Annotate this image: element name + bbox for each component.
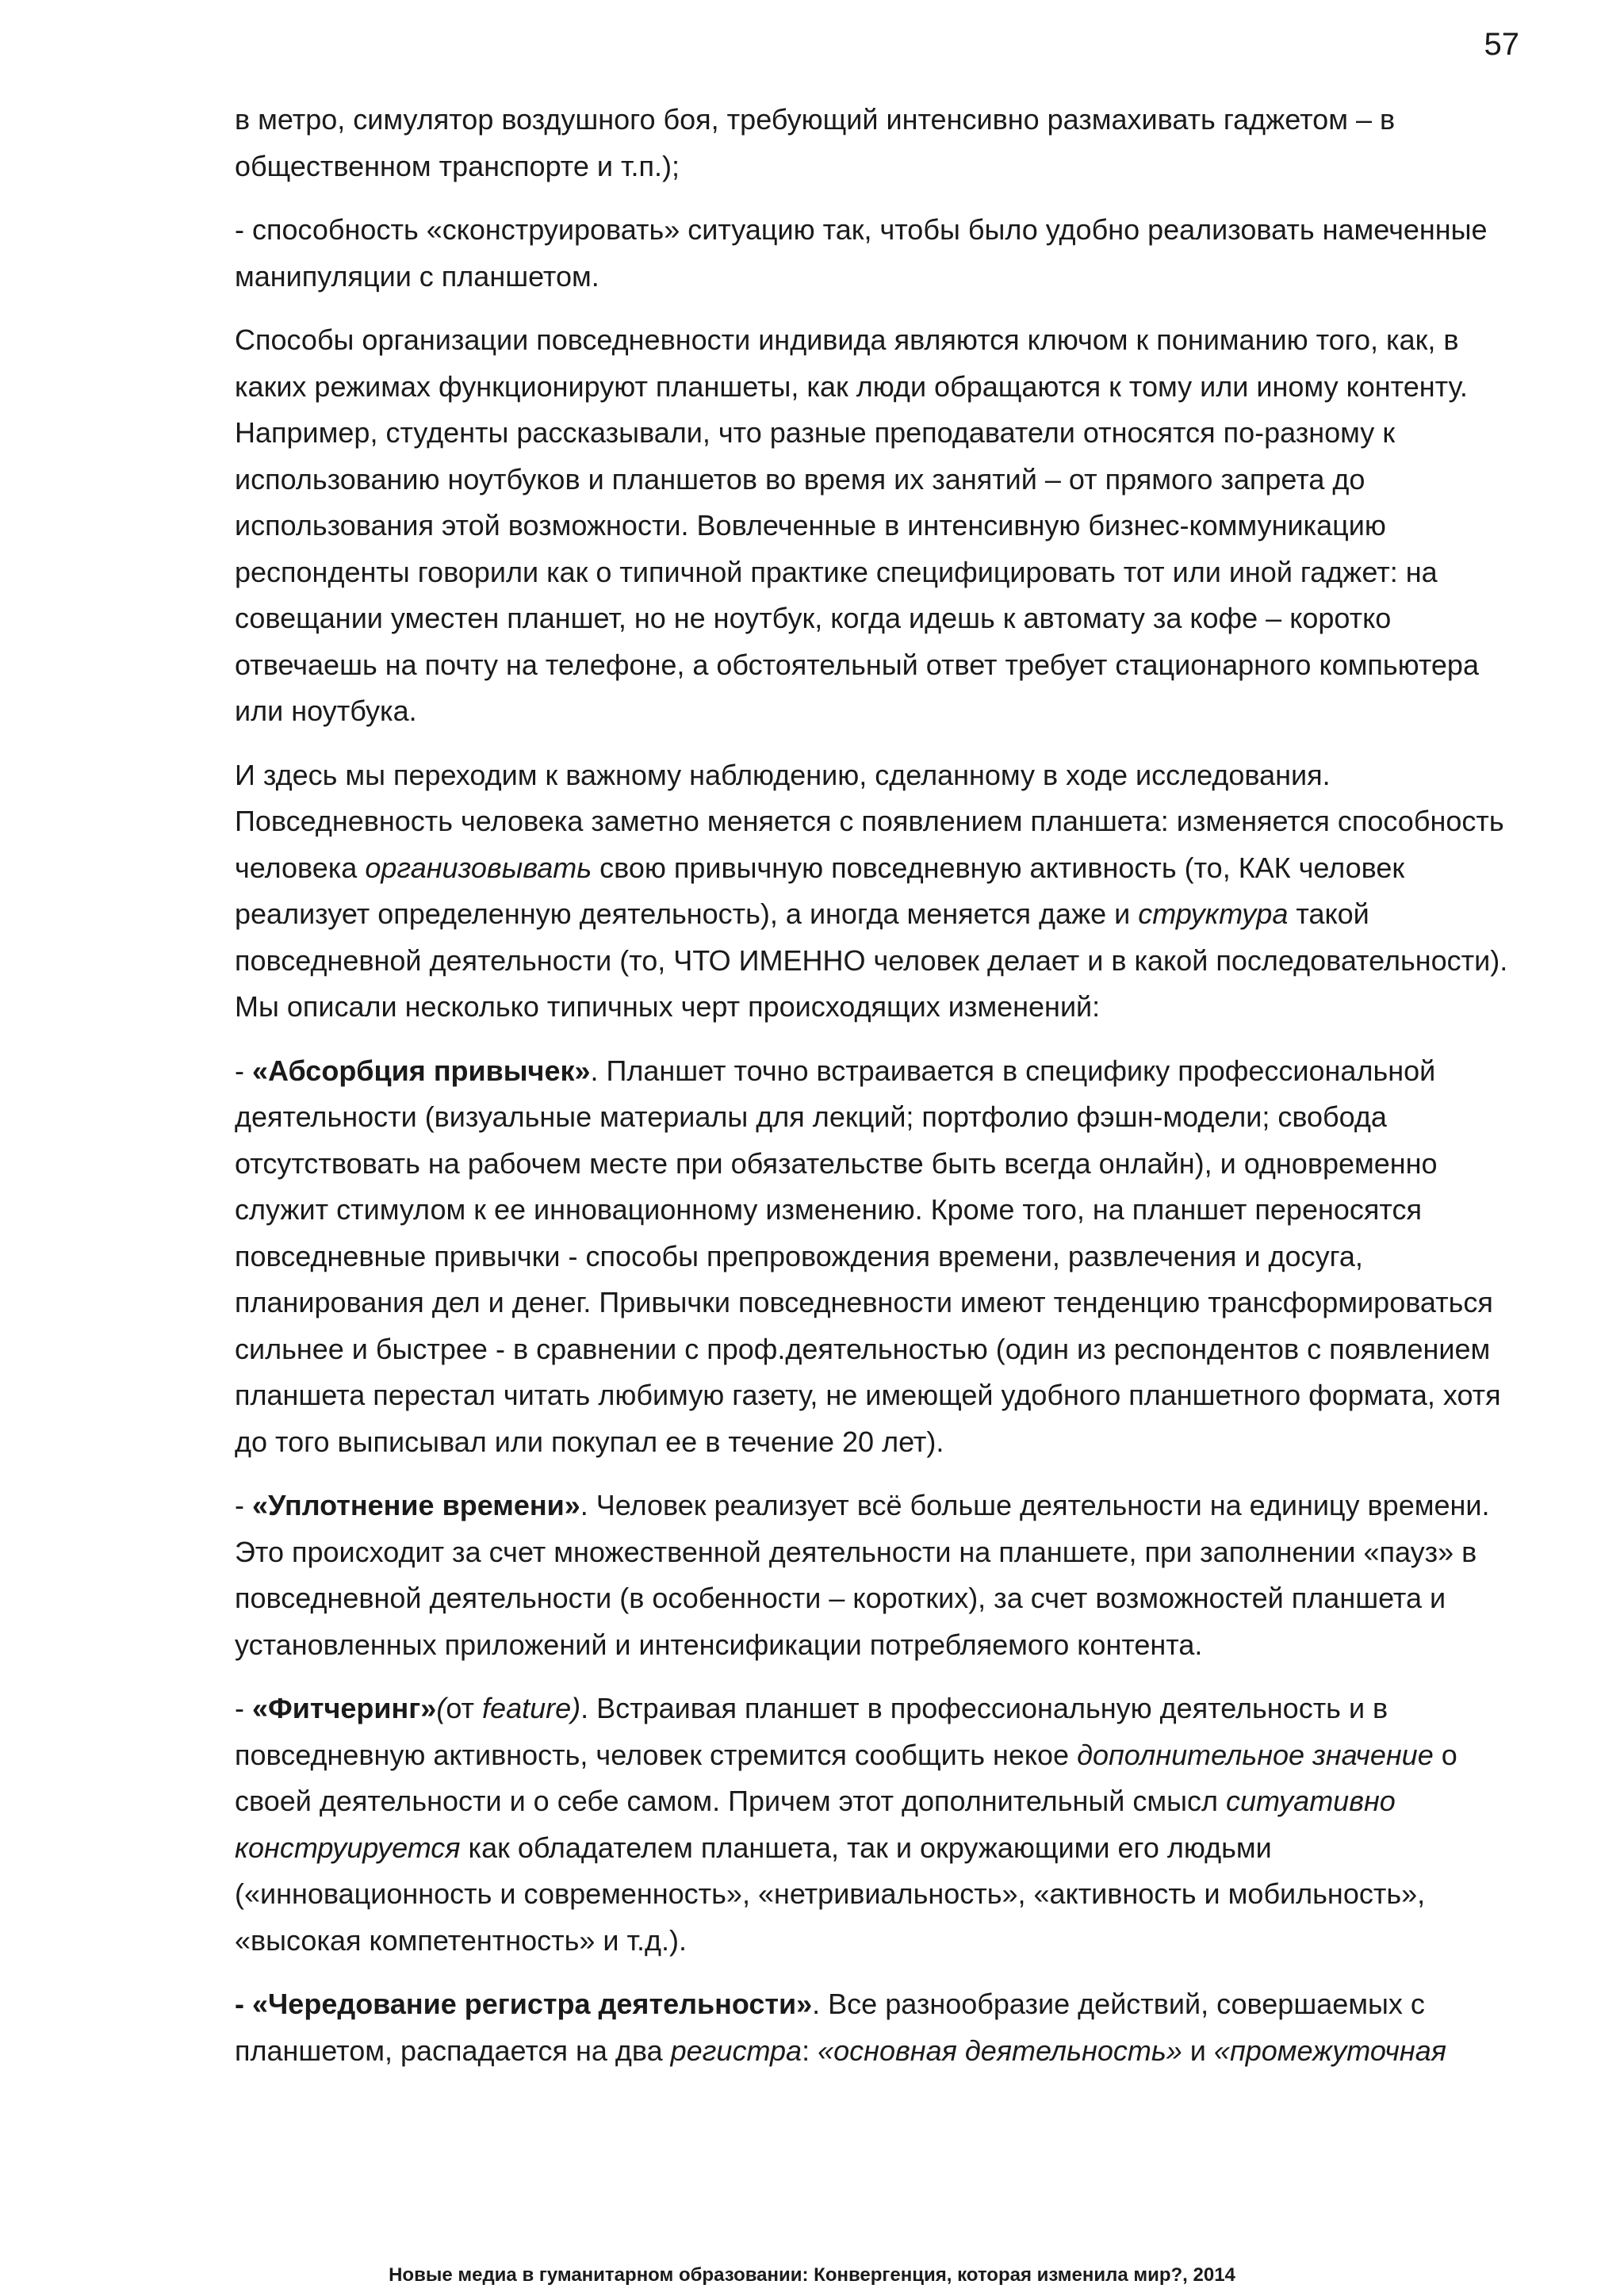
paragraph-3: Способы организации повседневности индивида являются ключом к пониманию того, как, в каких режимах функционируют планшеты, как люди обращаются к тому или иному контенту. Например, студенты рассказывали, что разные преподаватели относятся по-разному к использованию ноутбуков и планшетов во время их занятий – от прямого запрета до использования этой возможности. Вовлеченные в интенсивную бизнес-коммуникацию респонденты говорили как о типичной практике специфицировать тот или иной гаджет: на совещании уместен планшет, но не ноутбук, когда идешь к автомату за кофе – коротко отвечаешь на почту на телефоне, а обстоятельный ответ требует стационарного компьютера или ноутбука. [235,323,1479,727]
paragraph-featuring-text-2: . Встраивая планшет в профессиональную деятельность и в повседневную активность, человек стремится сообщить некое [235,1692,1388,1771]
paragraph-featuring-italic-3: дополнительное значение [1077,1738,1434,1771]
paragraph-time-compression-text: . Человек реализует всё больше деятельности на единицу времени. Это происходит за счет множественной деятельности на планшете, при заполнении «пауз» в повседневной деятельности (в особенности – коротких), за счет возможностей планшета и установленных приложений и интенсификации потребляемого контента. [235,1489,1490,1661]
paragraph-absorption-lead: - [235,1054,252,1087]
paragraph-time-compression [235,1483,1522,1668]
paragraph-featuring-italic-2: feature) [482,1692,581,1724]
term-time-compression: «Уплотнение времени» [252,1489,580,1521]
paragraph-4-text-1: И здесь мы переходим к важному наблюдению, сделанному в ходе исследования. Повседневность человека заметно меняется с появлением планшета: изменяется способность человека [235,758,1504,884]
paragraph-1: в метро, симулятор воздушного боя, требующий интенсивно размахивать гаджетом – в общественном транспорте и т.п.); [235,103,1396,182]
paragraph-featuring-text-4: как обладателем планшета, так и окружающими его людьми («инновационность и современность», «нетривиальность», «активность и мобильность», «высокая компетентность» и т.д.). [235,1831,1426,1957]
paragraph-time-compression-lead: - [235,1489,252,1521]
term-featuring: «Фитчеринг» [252,1692,437,1724]
paragraph-featuring-lead: - [235,1692,252,1724]
paragraph-featuring-italic-4: ситуативно конструируется [235,1785,1396,1864]
paragraph-featuring-italic-1: ( [436,1692,446,1724]
page-number: 57 [1484,27,1519,62]
page-footer: Новые медиа в гуманитарном образовании: Конвергенция, которая изменила мир?, 2014 [389,2264,1235,2286]
paragraph-register-italic-1: регистра [670,2034,802,2067]
paragraph-register-italic-2: «основная деятельность» [818,2034,1182,2067]
paragraph-register-text-1: . Все разнообразие действий, совершаемых с планшетом, распадается на два [235,1988,1425,2067]
paragraph-register-text-3: и [1182,2034,1214,2067]
paragraph-featuring-text-1: от [446,1692,483,1724]
paragraph-2: - способность «сконструировать» ситуацию так, чтобы было удобно реализовать намеченные манипуляции с планшетом. [235,213,1488,293]
paragraph-4-text-3: такой повседневной деятельности (то, ЧТО ИМЕННО человек делает и в какой последовательности). Мы описали несколько типичных черт происходящих изменений: [235,897,1508,1023]
paragraph-register-alternation [235,1981,1522,2074]
term-register-alternation: - «Чередование регистра деятельности» [235,1988,813,2020]
term-absorption: «Абсорбция привычек» [252,1054,591,1087]
paragraph-featuring [235,1686,1522,1964]
paragraph-absorption [235,1048,1522,1466]
paragraph-4 [235,752,1522,1031]
paragraph-4-italic-1: организовывать [365,851,592,884]
paragraph-4-italic-2: структура [1138,897,1289,930]
paragraph-featuring-text-3: о своей деятельности и о себе самом. Причем этот дополнительный смысл [235,1738,1457,1817]
paragraph-4-text-2: свою привычную повседневную активность (то, КАК человек реализует определенную деятельность), а иногда меняется даже и [235,851,1405,930]
paragraph-register-italic-3: «промежуточная [1213,2034,1446,2067]
page-body [235,97,1522,2074]
paragraph-absorption-text: . Планшет точно встраивается в специфику профессиональной деятельности (визуальные материалы для лекций; портфолио фэшн-модели; свобода отсутствовать на рабочем месте при обязательстве быть всегда онлайн), и одновременно служит стимулом к ее инновационному изменению. Кроме того, на планшет переносятся повседневные привычки - способы препровождения времени, развлечения и досуга, планирования дел и денег. Привычки повседневности имеют тенденцию трансформироваться сильнее и быстрее - в сравнении с проф.деятельностью (один из респондентов с появлением планшета перестал читать любимую газету, не имеющей удобного планшетного формата, хотя до того выписывал или покупал ее в течение 20 лет). [235,1054,1501,1458]
paragraph-register-text-2: : [802,2034,818,2067]
